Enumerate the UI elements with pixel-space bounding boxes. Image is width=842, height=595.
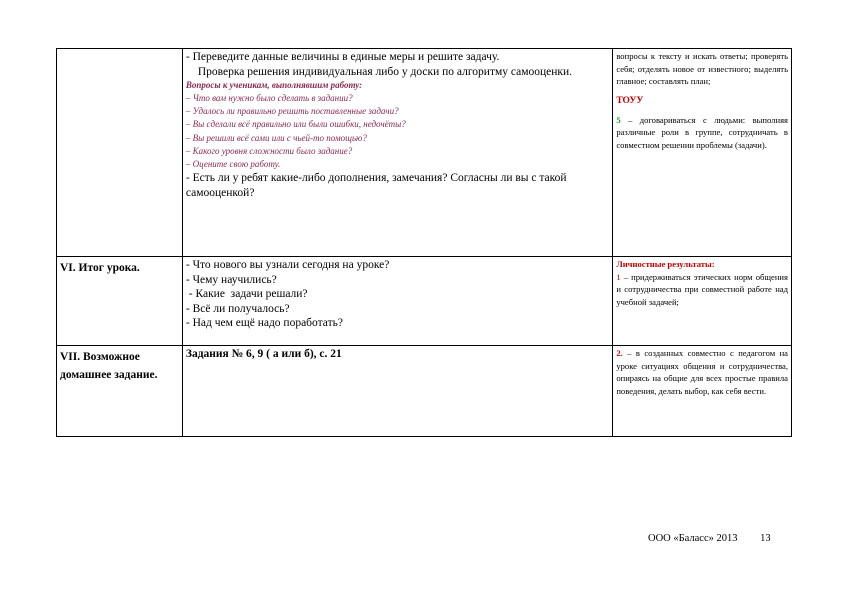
- content-cell: [182, 257, 612, 346]
- results-cell: [613, 49, 792, 257]
- question-item: – Удалось ли правильно решить поставленные задачи?: [185, 106, 399, 117]
- question-item: – Какого уровня сложности было задание?: [185, 145, 353, 156]
- table-row: [57, 346, 792, 437]
- result-number: 1: [616, 271, 621, 282]
- publisher-label: ООО «Баласс» 2013: [648, 533, 738, 544]
- results-item: [616, 271, 788, 309]
- results-text: вопросы к тексту и искать ответы; проверять себя; отделять новое от известного; выделять главное; составлять план;: [616, 51, 788, 87]
- results-item: [616, 347, 788, 397]
- question-item: – Оцените свою работу.: [185, 159, 281, 170]
- question-item: – Что вам нужно было сделать в задании?: [185, 93, 353, 103]
- content-cell: [182, 49, 612, 257]
- content-line: - Чему научились?: [185, 273, 277, 286]
- content-line: - Над чем ещё надо поработать?: [185, 317, 343, 329]
- questions-heading: Вопросы к ученикам, выполнявшим работу:: [185, 80, 363, 90]
- table-row: [57, 257, 792, 346]
- result-number: 2.: [616, 348, 623, 358]
- result-text: – придерживаться этических норм общения и сотрудничества при совместной работе над учебной задачей;: [616, 271, 788, 307]
- stage-cell: [57, 49, 183, 257]
- content-line: - Переведите данные величины в единые меры и решите задачу.: [185, 51, 500, 63]
- result-number: 5: [616, 114, 621, 125]
- content-cell: [182, 346, 612, 437]
- lesson-plan-table: [56, 48, 792, 437]
- question-item: – Вы сделали всё правильно или были ошибки, недочёты?: [185, 119, 406, 130]
- results-cell: [613, 257, 792, 346]
- stage-cell: VI. Итог урока.: [57, 257, 183, 346]
- result-text: – договариваться с людьми: выполняя различные роли в группе, сотрудничать в совместном решении проблемы (задачи).: [616, 114, 788, 150]
- personal-results-heading: Личностные результаты:: [616, 259, 715, 269]
- closing-question: - Есть ли у ребят какие-либо дополнения, замечания? Согласны ли вы с такой самооценкой?: [185, 172, 567, 199]
- page-number: 13: [760, 533, 771, 544]
- table-row: [57, 49, 792, 257]
- content-line: - Всё ли получалось?: [185, 302, 290, 315]
- homework-text: Задания № 6, 9 ( а или б), с. 21: [185, 348, 342, 360]
- touu-heading: ТОУУ: [616, 95, 644, 106]
- content-line: - Какие задачи решали?: [185, 288, 308, 300]
- results-item: [616, 114, 788, 152]
- content-line: - Что нового вы узнали сегодня на уроке?: [185, 259, 390, 271]
- content-line: Проверка решения индивидуальная либо у доски по алгоритму самооценки.: [197, 65, 573, 78]
- question-item: – Вы решили всё сами или с чьей-то помощью?: [185, 132, 367, 143]
- page-footer: [648, 533, 771, 544]
- results-cell: [613, 346, 792, 437]
- stage-cell: VII. Возможное домашнее задание.: [57, 346, 183, 437]
- result-text: – в созданных совместно с педагогом на уроке ситуациях общения и сотрудничества, опираясь на общие для всех простые правила поведения, делать выбор, как себя вести.: [616, 348, 788, 396]
